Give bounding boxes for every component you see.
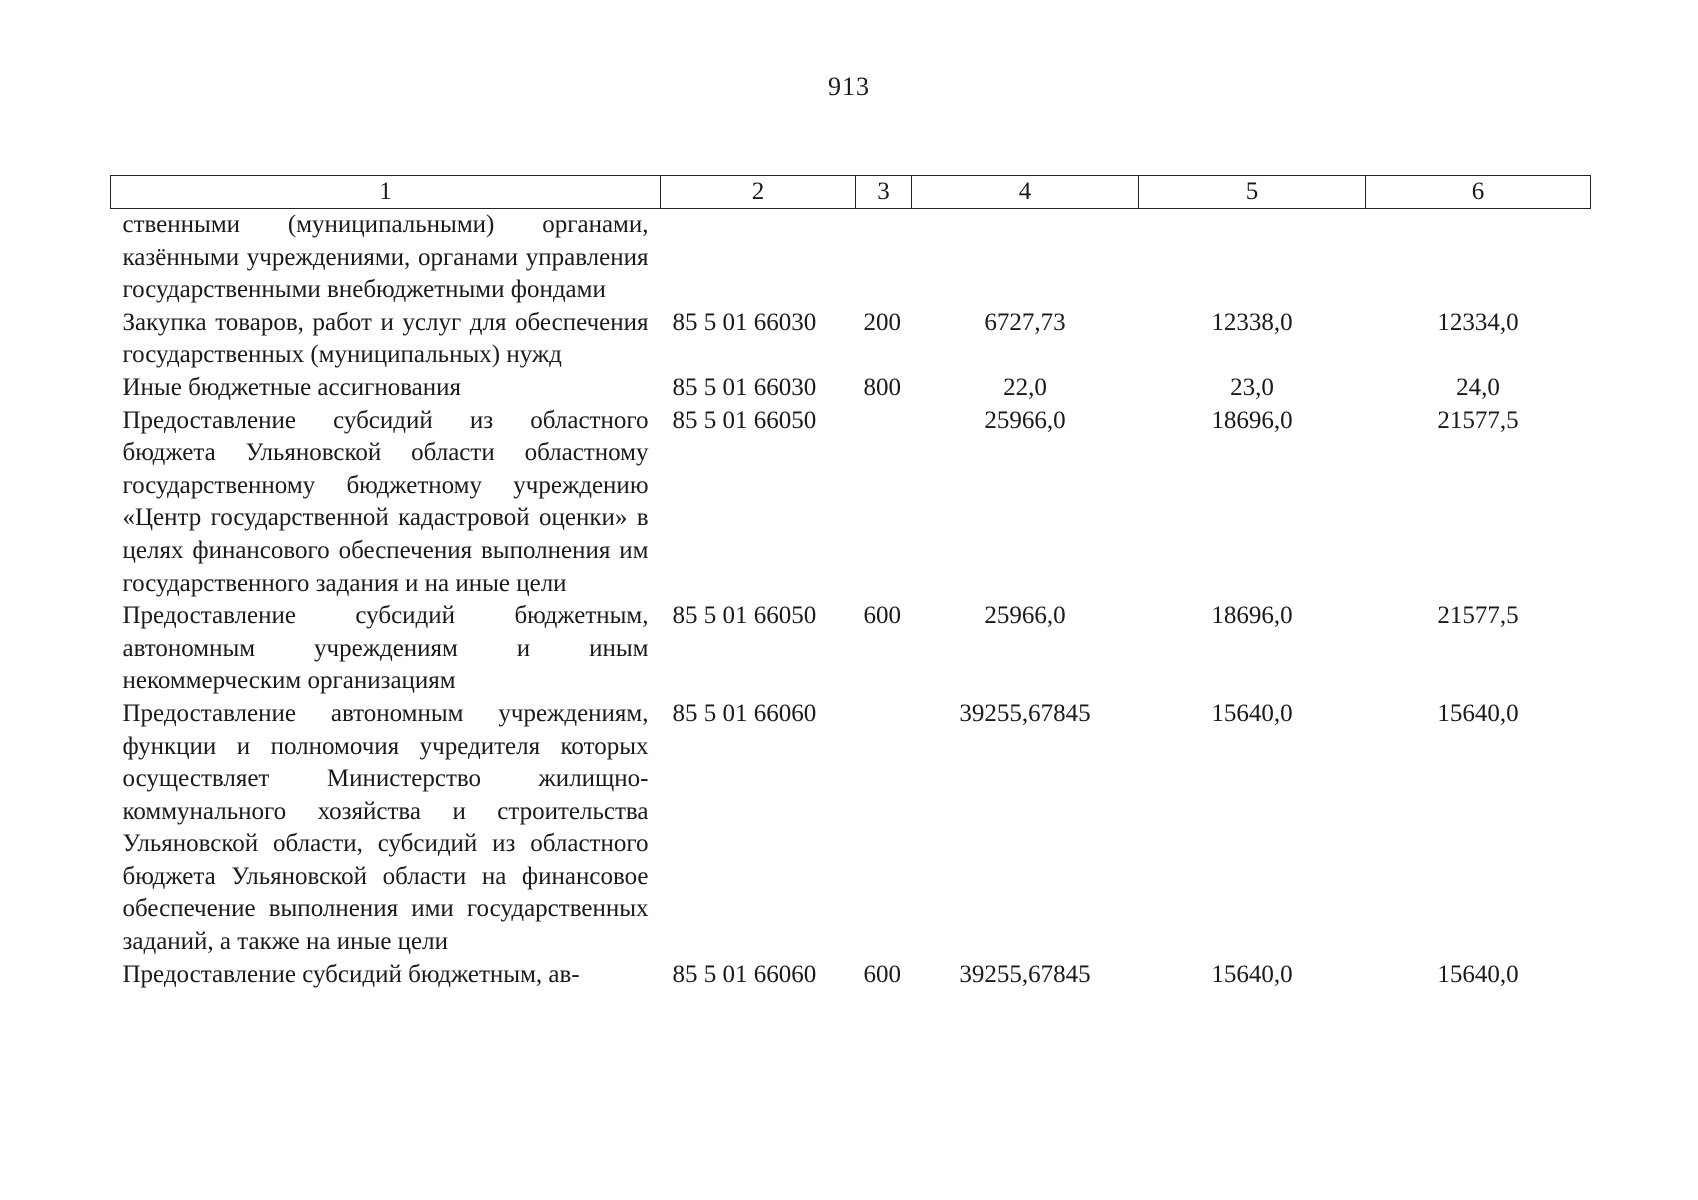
table-body	[111, 209, 1591, 992]
row-expense-type: 800	[863, 373, 901, 401]
row-value-4	[912, 209, 1139, 307]
row-description: Иные бюджетные ассигнования	[122, 373, 462, 401]
row-description: ственными (муниципальными) органами, казёнными учреждениями, органами управления государственными внебюджетными фондами	[122, 211, 649, 304]
row-value-5: 15640,0	[1211, 699, 1293, 727]
row-value-5: 18696,0	[1211, 602, 1293, 630]
row-description: Предоставление субсидий бюджетным, ав-	[122, 960, 580, 988]
row-value-6: 21577,5	[1437, 406, 1519, 434]
row-value-5: 18696,0	[1211, 406, 1293, 434]
table-row	[111, 209, 1591, 307]
column-header-6: 6	[1366, 176, 1591, 209]
table-row	[111, 600, 1591, 698]
row-expense-type: 600	[863, 602, 901, 630]
row-value-4: 39255,67845	[959, 699, 1091, 727]
row-value-4: 6727,73	[984, 308, 1066, 336]
table-header	[111, 176, 1591, 209]
table-row	[111, 307, 1591, 372]
row-code: 85 5 01 66050	[672, 406, 817, 434]
column-header-5: 5	[1139, 176, 1366, 209]
column-header-3: 3	[856, 176, 912, 209]
row-expense-type	[856, 698, 912, 959]
row-description: Предоставление автономным учреждениям, функции и полномочия учредителя которых осуществляет Министерство жилищно-коммунального хозяйства и строительства Ульяновской области, субсидий из областного бюджета Ульяновской области на финансовое обеспечение выполнения ими государственных заданий, а также на иные цели	[122, 699, 649, 956]
column-header-2: 2	[661, 176, 856, 209]
row-value-6: 21577,5	[1437, 602, 1519, 630]
row-value-4: 22,0	[1003, 373, 1047, 401]
row-value-6: 15640,0	[1437, 960, 1519, 988]
row-value-6: 24,0	[1456, 373, 1500, 401]
row-value-5: 23,0	[1230, 373, 1274, 401]
row-expense-type: 200	[863, 308, 901, 336]
table-row	[111, 698, 1591, 959]
table-row	[111, 372, 1591, 405]
row-code: 85 5 01 66030	[672, 373, 817, 401]
row-code: 85 5 01 66060	[672, 960, 817, 988]
row-expense-type: 600	[863, 960, 901, 988]
table-row	[111, 959, 1591, 992]
row-description: Предоставление субсидий бюджетным, автономным учреждениям и иным некоммерческим организациям	[122, 602, 649, 695]
row-value-5	[1139, 209, 1366, 307]
row-value-4: 25966,0	[984, 406, 1066, 434]
row-code: 85 5 01 66050	[672, 602, 817, 630]
row-expense-type	[856, 405, 912, 601]
row-value-6	[1366, 209, 1591, 307]
row-code: 85 5 01 66060	[672, 699, 817, 727]
row-description: Предоставление субсидий из областного бюджета Ульяновской области областному государственному бюджетному учреждению «Центр государственной кадастровой оценки» в целях финансового обеспечения выполнения им государственного задания и на иные цели	[122, 406, 649, 597]
row-value-5: 12338,0	[1211, 308, 1293, 336]
row-value-6: 12334,0	[1437, 308, 1519, 336]
row-value-5: 15640,0	[1211, 960, 1293, 988]
column-header-4: 4	[912, 176, 1139, 209]
row-value-4: 39255,67845	[959, 960, 1091, 988]
row-code: 85 5 01 66030	[672, 308, 817, 336]
budget-table	[110, 175, 1591, 991]
row-code	[661, 209, 856, 307]
row-expense-type	[856, 209, 912, 307]
row-value-4: 25966,0	[984, 602, 1066, 630]
row-value-6: 15640,0	[1437, 699, 1519, 727]
row-description: Закупка товаров, работ и услуг для обеспечения государственных (муниципальных) нужд	[122, 308, 649, 369]
page-number: 913	[828, 72, 870, 101]
table-row	[111, 405, 1591, 601]
column-header-1: 1	[111, 176, 661, 209]
